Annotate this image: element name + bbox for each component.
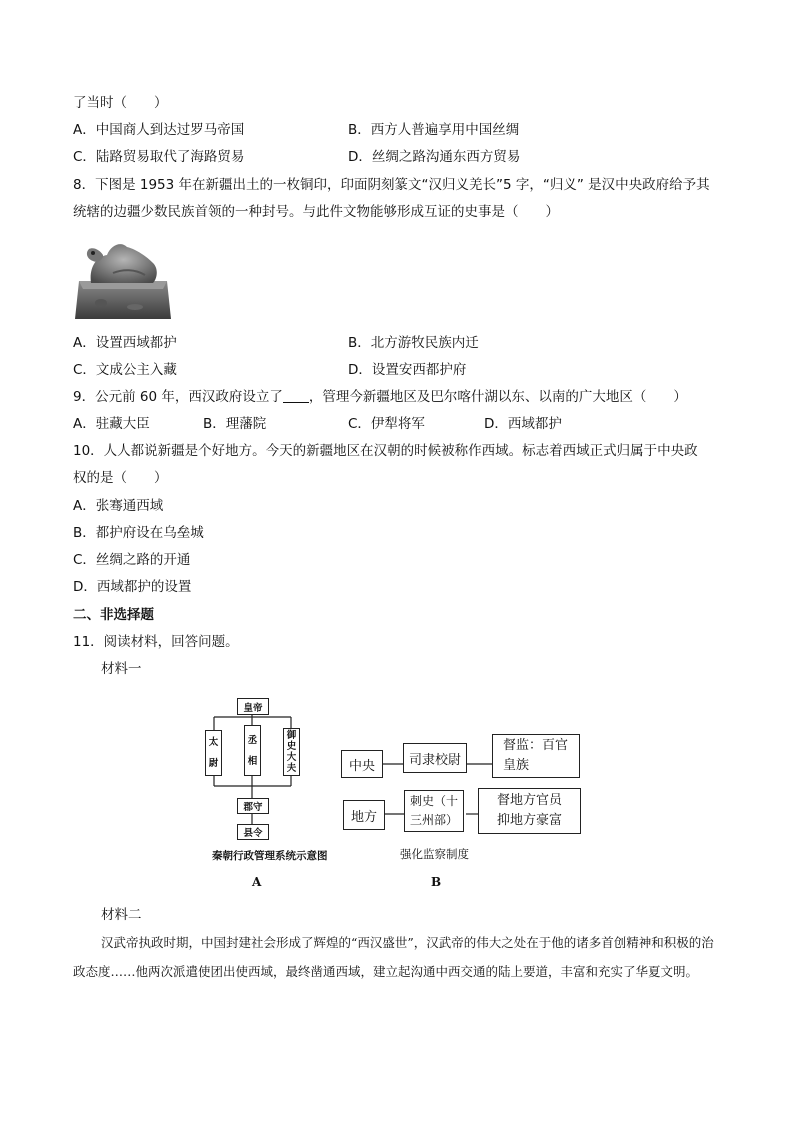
section-heading: 二、非选择题 (73, 607, 154, 623)
q7-option-d[interactable]: D．丝绸之路沟通东西方贸易 (348, 149, 521, 165)
box-sili-xiaowei: 司隶校尉 (403, 743, 467, 773)
box-junshou: 郡守 (237, 798, 269, 814)
q8-stem-line1: 8．下图是 1953 年在新疆出土的一枚铜印，印面阴刻篆文“汉归义羌长”5 字，“归义” 是汉中央政府给予其 (73, 177, 710, 193)
box-central: 中央 (341, 750, 383, 778)
diagram-a-label: A (252, 875, 262, 889)
q9-option-d[interactable]: D．西域都护 (484, 416, 562, 432)
q7-option-b[interactable]: B．西方人普遍享用中国丝绸 (348, 122, 520, 138)
q11-prompt: 11．阅读材料，回答问题。 (73, 634, 239, 650)
diagram-b-label: B (431, 875, 442, 889)
taiwei-char-2: 尉 (208, 758, 219, 769)
box-chengxiang (244, 725, 261, 776)
q10-option-b[interactable]: B．都护府设在乌垒城 (73, 525, 204, 541)
diagram-a-caption: 秦朝行政管理系统示意图 (212, 850, 328, 862)
material1-label: 材料一 (101, 661, 142, 677)
cishi-line2: 三州部） (409, 813, 458, 827)
q9-option-b[interactable]: B．理藩院 (203, 416, 267, 432)
material2-text: 汉武帝执政时期，中国封建社会形成了辉煌的“西汉盛世”，汉武帝的伟大之处在于他的诸多首创精神和积极的治政态度……他两次派遣使团出使西域，最终凿通西域，建立起沟通中西交通的陆上要道，丰富和充实了华夏文明。 (73, 935, 714, 979)
q7-option-c[interactable]: C．陆路贸易取代了海路贸易 (73, 149, 245, 165)
box-taiwei (205, 730, 222, 776)
q10-option-d[interactable]: D．西域都护的设置 (73, 579, 192, 595)
box-xianling: 县令 (237, 824, 269, 840)
box-local: 地方 (343, 800, 385, 830)
material2-label: 材料二 (101, 907, 142, 923)
q8-option-c[interactable]: C．文成公主入藏 (73, 362, 177, 378)
diagram-b-caption: 强化监察制度 (400, 847, 469, 861)
cishi-line1: 刺史（十 (409, 794, 458, 808)
box-yushi-dafu (283, 728, 300, 776)
yushi-char-2: 史 (286, 741, 297, 752)
bronze-seal-image (73, 233, 173, 325)
q9-stem-before: 9．公元前 60 年，西汉政府设立了 (73, 389, 283, 405)
q9-stem (73, 387, 687, 407)
box-supervise-officials (492, 734, 580, 778)
chengxiang-char-2: 相 (247, 755, 258, 767)
q10-stem-line1: 10．人人都说新疆是个好地方。今天的新疆地区在汉朝的时候被称作西域。标志着西域正式归属于中央政 (73, 443, 698, 459)
yushi-char-1: 御 (286, 730, 297, 741)
q7-option-a[interactable]: A．中国商人到达过罗马帝国 (73, 122, 245, 138)
supervise1-line1: 督监：百官 (503, 738, 569, 753)
box-emperor: 皇帝 (237, 698, 269, 715)
taiwei-char-1: 太 (208, 737, 219, 748)
supervise2-line1: 督地方官员 (496, 793, 562, 808)
yushi-char-4: 夫 (286, 763, 297, 774)
q8-option-b[interactable]: B．北方游牧民族内迁 (348, 335, 479, 351)
q10-option-c[interactable]: C．丝绸之路的开通 (73, 552, 191, 568)
q8-stem-line2: 统辖的边疆少数民族首领的一种封号。与此件文物能够形成互证的史事是（ ） (73, 204, 559, 220)
q9-option-a[interactable]: A．驻藏大臣 (73, 416, 150, 432)
supervise2-line2: 抑地方豪富 (496, 813, 562, 828)
q7-stem-continued: 了当时（ ） (73, 95, 168, 111)
q10-option-a[interactable]: A．张骞通西域 (73, 498, 164, 514)
chengxiang-char-1: 丞 (247, 734, 258, 746)
box-cishi (404, 790, 464, 832)
q10-stem-line2: 权的是（ ） (73, 470, 168, 486)
supervise1-line2: 皇族 (503, 758, 530, 773)
q8-option-a[interactable]: A．设置西域都护 (73, 335, 177, 351)
q9-blank (283, 388, 309, 403)
q8-option-d[interactable]: D．设置安西都护府 (348, 362, 467, 378)
q9-option-c[interactable]: C．伊犁将军 (348, 416, 425, 432)
q9-stem-after: ，管理今新疆地区及巴尔喀什湖以东、以南的广大地区（ ） (308, 389, 687, 405)
box-supervise-local (478, 788, 581, 834)
yushi-char-3: 大 (286, 752, 297, 763)
